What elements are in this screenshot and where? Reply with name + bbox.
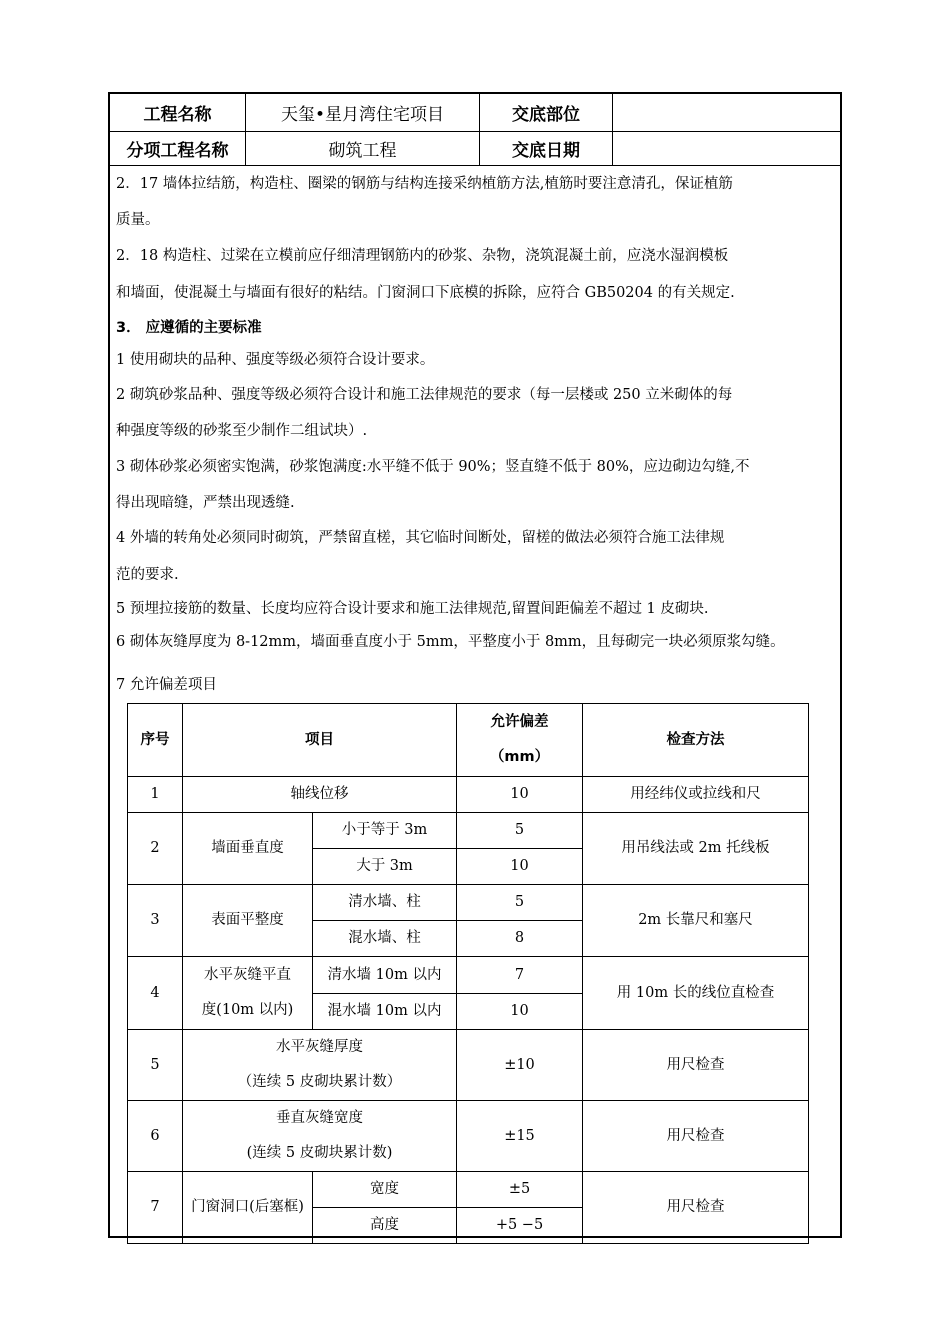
row-item: 门窗洞口(后塞框) xyxy=(183,1172,313,1244)
row-tolerance: ±5 xyxy=(457,1172,583,1208)
body-line: 范的要求. xyxy=(116,567,179,583)
row-item: 表面平整度 xyxy=(183,885,313,957)
row-no: 6 xyxy=(128,1101,183,1172)
table-header-row xyxy=(128,704,809,777)
row-subitem: 小于等于 3m xyxy=(313,813,457,849)
sub-project-label: 分项工程名称 xyxy=(110,131,246,165)
row-item-line2: 度(10m 以内) xyxy=(201,1002,294,1018)
body-line: 2．17 墙体拉结筋，构造柱、圈梁的钢筋与结构连接采纳植筋方法,植筋时要注意清孔，保证植筋 xyxy=(116,176,733,192)
deviation-table xyxy=(127,703,809,1244)
row-subitem: 高度 xyxy=(313,1208,457,1244)
row-method: 用尺检查 xyxy=(583,1030,809,1101)
row-no: 4 xyxy=(128,957,183,1030)
body-line: 5 预埋拉接筋的数量、长度均应符合设计要求和施工法律规范,留置间距偏差不超过 1 皮砌块. xyxy=(116,601,709,617)
row-tolerance: 8 xyxy=(457,921,583,957)
row-no: 3 xyxy=(128,885,183,957)
row-method: 用尺检查 xyxy=(583,1172,809,1244)
table-row xyxy=(128,1030,809,1101)
row-method: 用经纬仪或拉线和尺 xyxy=(583,777,809,813)
row-item-line2: （连续 5 皮砌块累计数） xyxy=(237,1074,402,1090)
row-no: 5 xyxy=(128,1030,183,1101)
row-tolerance: 10 xyxy=(457,777,583,813)
row-item xyxy=(183,957,313,1030)
date-label: 交底日期 xyxy=(480,131,613,165)
row-method: 2m 长靠尺和塞尺 xyxy=(583,885,809,957)
location-value xyxy=(613,94,840,131)
table-row xyxy=(128,1172,809,1208)
header-no: 序号 xyxy=(128,704,183,777)
row-item: 墙面垂直度 xyxy=(183,813,313,885)
body-line: 和墙面，使混凝土与墙面有很好的粘结。门窗洞口下底模的拆除，应符合 GB50204 的有关规定. xyxy=(116,285,735,301)
row-method: 用尺检查 xyxy=(583,1101,809,1172)
row-item-line2: (连续 5 皮砌块累计数) xyxy=(246,1145,393,1161)
header-item: 项目 xyxy=(183,704,457,777)
body-line: 2 砌筑砂浆品种、强度等级必须符合设计和施工法律规范的要求（每一层楼或 250 立米砌体的每 xyxy=(116,387,733,403)
row-tolerance: ±10 xyxy=(457,1030,583,1101)
row-no: 1 xyxy=(128,777,183,813)
body-line: 2．18 构造柱、过梁在立模前应仔细清理钢筋内的砂浆、杂物，浇筑混凝土前，应浇水湿润模板 xyxy=(116,248,729,264)
row-no: 7 xyxy=(128,1172,183,1244)
row-item-line1: 水平灰缝平直 xyxy=(204,967,291,983)
body-line: 种强度等级的砂浆至少制作二组试块）. xyxy=(116,423,368,439)
header-tolerance-line1: 允许偏差 xyxy=(490,714,549,730)
row-subitem: 清水墙 10m 以内 xyxy=(313,957,457,994)
project-name-value: 天玺•星月湾住宅项目 xyxy=(246,94,480,131)
header-tolerance xyxy=(457,704,583,777)
sub-project-value: 砌筑工程 xyxy=(246,131,480,165)
row-subitem: 清水墙、柱 xyxy=(313,885,457,921)
row-tolerance: ±15 xyxy=(457,1101,583,1172)
row-subitem: 宽度 xyxy=(313,1172,457,1208)
body-line: 7 允许偏差项目 xyxy=(116,677,217,693)
row-tolerance: 5 xyxy=(457,885,583,921)
row-item-line1: 垂直灰缝宽度 xyxy=(276,1110,363,1126)
row-tolerance: 10 xyxy=(457,849,583,885)
header-row-1 xyxy=(110,94,840,132)
row-item-line1: 水平灰缝厚度 xyxy=(276,1039,363,1055)
header-tolerance-line2: （mm） xyxy=(489,749,550,765)
body-line: 6 砌体灰缝厚度为 8-12mm，墙面垂直度小于 5mm，平整度小于 8mm，且每砌完一块必须原浆勾缝。 xyxy=(116,634,785,650)
row-tolerance: +5 −5 xyxy=(457,1208,583,1244)
project-name-label: 工程名称 xyxy=(110,94,246,131)
body-line: 3 砌体砂浆必须密实饱满，砂浆饱满度:水平缝不低于 90%；竖直缝不低于 80%，应边砌边勾缝,不 xyxy=(116,459,750,475)
row-item xyxy=(183,1101,457,1172)
location-label: 交底部位 xyxy=(480,94,613,131)
row-item xyxy=(183,1030,457,1101)
row-method: 用 10m 长的线位直检查 xyxy=(583,957,809,1030)
header-row-2 xyxy=(110,131,840,166)
body-line: 4 外墙的转角处必须同时砌筑，严禁留直槎，其它临时间断处，留槎的做法必须符合施工法律规 xyxy=(116,530,725,546)
row-subitem: 混水墙 10m 以内 xyxy=(313,994,457,1030)
table-row xyxy=(128,777,809,813)
body-line: 质量。 xyxy=(116,212,160,228)
table-row xyxy=(128,957,809,994)
date-value xyxy=(613,131,840,165)
row-tolerance: 7 xyxy=(457,957,583,994)
row-subitem: 混水墙、柱 xyxy=(313,921,457,957)
table-row xyxy=(128,885,809,921)
header-method: 检查方法 xyxy=(583,704,809,777)
row-item: 轴线位移 xyxy=(183,777,457,813)
body-line: 得出现暗缝，严禁出现透缝. xyxy=(116,495,295,511)
row-subitem: 大于 3m xyxy=(313,849,457,885)
row-tolerance: 10 xyxy=(457,994,583,1030)
row-tolerance: 5 xyxy=(457,813,583,849)
row-no: 2 xyxy=(128,813,183,885)
table-row xyxy=(128,813,809,849)
table-row xyxy=(128,1101,809,1172)
section-heading: 3． 应遵循的主要标准 xyxy=(116,320,262,336)
row-method: 用吊线法或 2m 托线板 xyxy=(583,813,809,885)
body-line: 1 使用砌块的品种、强度等级必须符合设计要求。 xyxy=(116,352,435,368)
